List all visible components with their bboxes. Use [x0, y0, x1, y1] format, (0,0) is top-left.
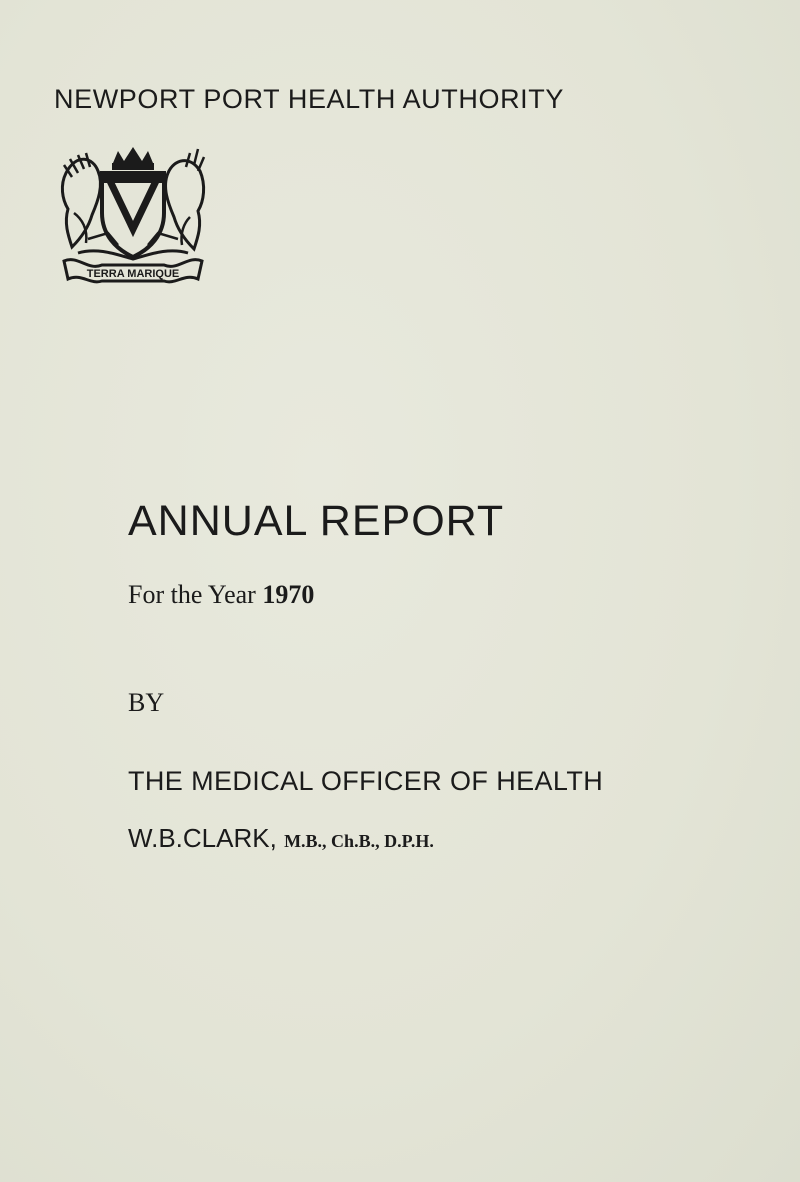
officer-title: THE MEDICAL OFFICER OF HEALTH: [128, 766, 604, 796]
crest-motto: TERRA MARIQUE: [86, 268, 180, 280]
report-year-line: [128, 580, 314, 610]
coat-of-arms-icon: [58, 143, 208, 293]
report-year: 1970: [262, 580, 315, 609]
author-qualifications: M.B., Ch.B., D.P.H.: [284, 831, 434, 851]
author-line: [128, 823, 434, 854]
authority-heading: NEWPORT PORT HEALTH AUTHORITY: [54, 84, 564, 114]
author-name: W.B.CLARK,: [128, 823, 277, 853]
by-label: BY: [128, 688, 165, 717]
report-title: ANNUAL REPORT: [128, 497, 505, 545]
report-year-prefix: For the Year: [128, 580, 256, 609]
